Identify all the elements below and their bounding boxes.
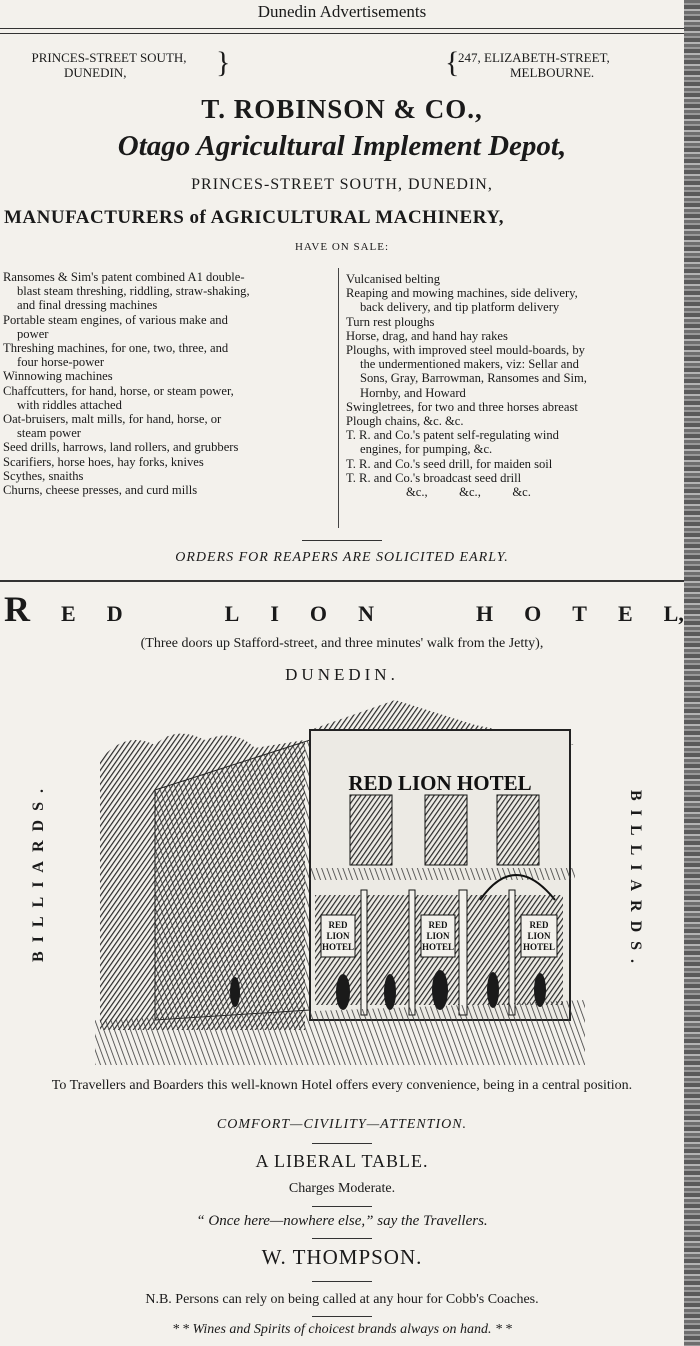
list-item: T. R. and Co.'s broadcast seed drill <box>346 470 522 485</box>
hotel-name-letter: O <box>524 601 542 626</box>
list-item: Scarifiers, horse hoes, hay forks, knives <box>3 454 204 469</box>
advert-divider <box>0 580 684 582</box>
address-left-line-1: PRINCES-STREET SOUTH, <box>31 50 187 65</box>
address-right-line-2: MELBOURNE. <box>510 65 595 80</box>
list-item: T. R. and Co.'s patent self-regulating wind engines, for pumping, &c. <box>346 428 559 457</box>
short-rule <box>312 1238 372 1239</box>
hotel-name-letter: O <box>309 601 328 626</box>
list-item: T. R. and Co.'s seed drill, for maiden soil <box>346 456 553 471</box>
firm-name: T. ROBINSON & CO., <box>201 94 483 124</box>
list-item: Seed drills, harrows, land rollers, and grubbers <box>3 440 239 455</box>
list-item: Ransomes & Sim's patent combined A1 double- blast steam threshing, riddling, straw-shaking, and final dressing machines <box>3 270 250 313</box>
items-right-column <box>346 272 682 499</box>
brace-right: { <box>445 46 460 79</box>
list-item: Scythes, snaiths <box>3 468 84 483</box>
page-title: Dunedin Advertisements <box>257 2 427 21</box>
window-sign-text: HOTEL <box>421 942 455 952</box>
billiards-right: BILLIARDS. <box>627 790 644 973</box>
list-item: Oat-bruisers, malt mills, for hand, horse, or steam power <box>3 412 222 441</box>
items-left-column <box>3 270 333 497</box>
address-left <box>4 50 214 80</box>
hotel-name-letter: H <box>475 601 494 626</box>
window-sign-text: RED <box>529 920 549 930</box>
hotel-name-letter: E <box>61 601 76 626</box>
hotel-name-letter: T <box>572 601 587 626</box>
hotel-name-letter: R <box>4 589 30 629</box>
short-rule <box>312 1143 372 1144</box>
hotel-sign: RED LION HOTEL <box>348 771 532 795</box>
hotel-city: DUNEDIN. <box>285 665 399 684</box>
header-rule <box>0 28 684 29</box>
brace-left: } <box>216 46 231 79</box>
nb-note: N.B. Persons can rely on being called at any hour for Cobb's Coaches. <box>145 1292 539 1307</box>
address-right-line-1: 247, ELIZABETH-STREET, <box>458 50 610 65</box>
proprietor: W. THOMPSON. <box>261 1245 423 1269</box>
manufacturers-line: MANUFACTURERS of AGRICULTURAL MACHINERY, <box>4 207 505 228</box>
window-sign-text: LION <box>527 931 551 941</box>
window-sign-text: HOTEL <box>522 942 556 952</box>
window-sign-text: LION <box>326 931 350 941</box>
scan-page-edge <box>684 0 700 1346</box>
hotel-motto: COMFORT—CIVILITY—ATTENTION. <box>216 1117 468 1132</box>
list-item: Ploughs, with improved steel mould-boards, by the undermentioned makers, viz: Sellar and Sons, Gray, Barrowman, Ransomes and Sim, Hornby, and Howard <box>346 343 587 400</box>
window-sign-text: RED <box>328 920 348 930</box>
list-item: Horse, drag, and hand hay rakes <box>346 328 508 343</box>
travellers-quote: “ Once here—nowhere else,” say the Travellers. <box>196 1213 488 1229</box>
list-item: Plough chains, &c. &c. <box>346 414 464 429</box>
list-item: Vulcanised belting <box>346 272 441 286</box>
depot-street: PRINCES-STREET SOUTH, DUNEDIN, <box>191 176 493 193</box>
list-item: Threshing machines, for one, two, three, and four horse-power <box>3 341 229 370</box>
orders-notice: ORDERS FOR REAPERS ARE SOLICITED EARLY. <box>175 550 509 565</box>
window-sign-text: HOTEL <box>321 942 355 952</box>
hotel-name-letter: I <box>270 601 279 626</box>
header-rule-2 <box>0 33 684 34</box>
window-sign-text: LION <box>426 931 450 941</box>
hotel-name-letter: E <box>617 601 633 626</box>
list-item: Reaping and mowing machines, side delivery, back delivery, and tip platform delivery <box>346 286 578 315</box>
have-on-sale: HAVE ON SALE: <box>294 241 390 253</box>
list-item: Turn rest ploughs <box>346 314 435 329</box>
list-item: Chaffcutters, for hand, horse, or steam power, with riddles attached <box>3 383 234 412</box>
liberal-table: A LIBERAL TABLE. <box>255 1151 429 1171</box>
hotel-description: To Travellers and Boarders this well-known Hotel offers every convenience, being in a central position. <box>51 1078 633 1093</box>
depot-name: Otago Agricultural Implement Depot, <box>117 130 567 162</box>
hotel-engraving <box>95 700 585 1065</box>
list-item: Portable steam engines, of various make and power <box>3 312 228 341</box>
hotel-name <box>4 588 684 630</box>
list-item: Churns, cheese presses, and curd mills <box>3 483 198 498</box>
column-divider <box>338 268 339 528</box>
address-left-line-2: DUNEDIN, <box>64 65 127 80</box>
hotel-name-letter: N <box>358 601 374 626</box>
window-sign-text: RED <box>428 920 448 930</box>
address-right <box>458 50 680 80</box>
hotel-name-letter: L, <box>663 601 684 626</box>
billiards-left: BILLIARDS. <box>30 780 47 963</box>
charges: Charges Moderate. <box>288 1181 396 1196</box>
short-rule <box>302 540 382 541</box>
short-rule <box>312 1281 372 1282</box>
list-item: Swingletrees, for two and three horses abreast <box>346 399 578 414</box>
hotel-name-letter: L <box>224 601 240 626</box>
short-rule <box>312 1316 372 1317</box>
hotel-location: (Three doors up Stafford-street, and three minutes' walk from the Jetty), <box>140 636 544 651</box>
page-header <box>0 2 684 22</box>
short-rule <box>312 1206 372 1207</box>
hotel-name-letter: D <box>106 601 123 626</box>
list-item: &c., &c., &c. <box>406 485 531 500</box>
list-item: Winnowing machines <box>3 369 113 384</box>
wines-note: * * Wines and Spirits of choicest brands always on hand. * * <box>172 1322 512 1337</box>
